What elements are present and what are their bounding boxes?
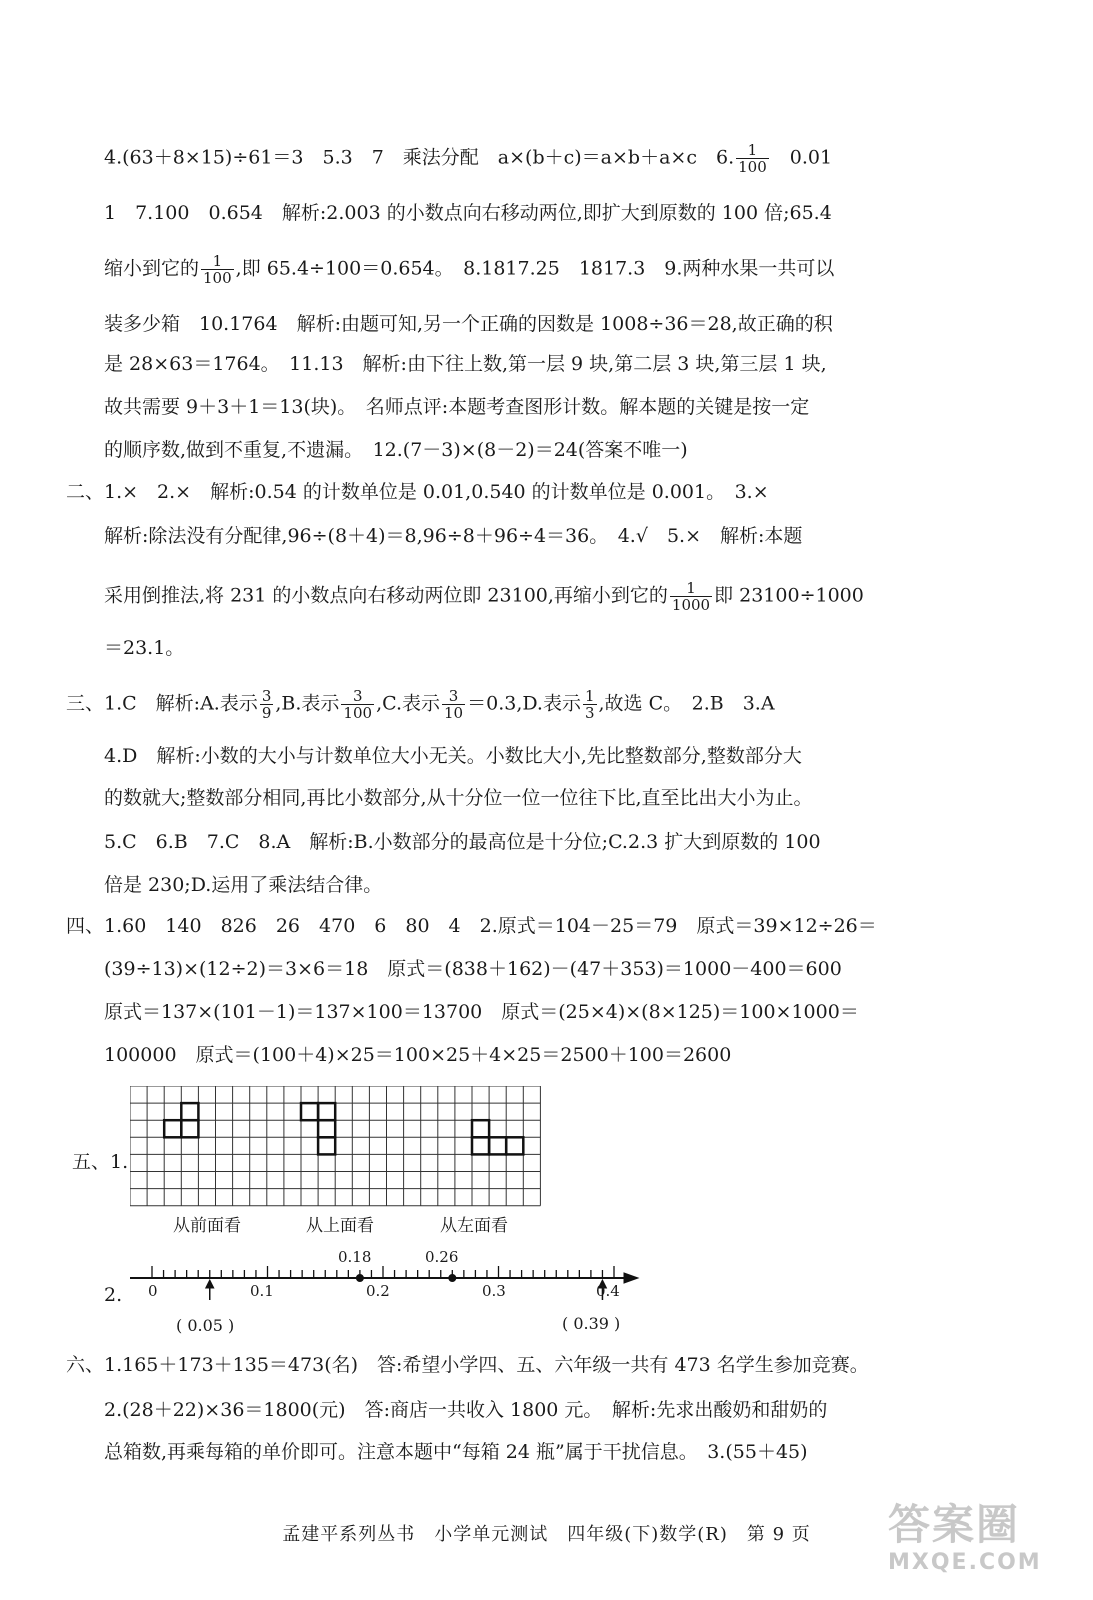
view-cell (181, 1120, 198, 1137)
watermark-url: MXQE.COM (888, 1550, 1042, 1575)
fraction-denominator: 100 (738, 158, 767, 176)
text-line: 六、1.165＋173＋135＝473(名) 答:希望小学四、五、六年级一共有 473 名学生参加竞赛。 (66, 1354, 869, 1376)
view-cell (164, 1120, 181, 1137)
fraction-numerator: 1 (736, 142, 769, 159)
text-line: 二、1.× 2.× 解析:0.54 的计数单位是 0.01,0.540 的计数单位是 0.001。 3.× (66, 481, 769, 503)
text-line: 解析:除法没有分配律,96÷(8＋4)＝8,96÷8＋96÷4＝36。 4.√ 5.× 解析:本题 (104, 525, 803, 547)
number-point (449, 1275, 456, 1282)
fraction-denominator: 1000 (671, 596, 711, 614)
text-line: 1 7.100 0.654 解析:2.003 的小数点向右移动两位,即扩大到原数的 100 倍;65.4 (104, 202, 832, 224)
fraction-numerator: 1 (201, 253, 234, 270)
text-line: 倍是 230;D.运用了乘法结合律。 (104, 874, 383, 896)
caption-front-view: 从前面看 (173, 1216, 241, 1236)
text-line: 100000 原式＝(100＋4)×25＝100×25＋4×25＝2500＋100＝2600 (104, 1044, 732, 1066)
fraction-denominator: 3 (584, 704, 595, 722)
text-line: 总箱数,再乘每箱的单价即可。注意本题中“每箱 24 瓶”属于干扰信息。 3.(55＋45) (104, 1441, 808, 1463)
text-line: 的顺序数,做到不重复,不遗漏。 12.(7－3)×(8－2)＝24(答案不唯一) (104, 439, 688, 461)
text-line: 的数就大;整数部分相同,再比小数部分,从十分位一位一位往下比,直至比出大小为止。 (104, 787, 813, 809)
text-line: ＝23.1。 (104, 637, 185, 659)
tick-label: 0.1 (250, 1282, 274, 1300)
text-line (104, 141, 833, 176)
number-line (130, 1244, 650, 1318)
caption-left-view: 从左面看 (440, 1216, 508, 1236)
line-text: ,即 65.4÷100＝0.654。 8.1817.25 1817.3 9.两种水果一共可以 (235, 257, 835, 280)
page-footer: 孟建平系列丛书 小学单元测试 四年级(下)数学(R) 第 9 页 (282, 1524, 811, 1545)
answer-label: ( 0.05 ) (176, 1316, 235, 1335)
line-text: ,B.表示 (275, 692, 340, 715)
point-label: 0.18 (338, 1248, 372, 1266)
fraction-numerator: 3 (261, 687, 272, 705)
fraction (341, 688, 374, 721)
watermark (888, 1500, 1063, 1590)
view-cell (489, 1137, 506, 1154)
fraction (260, 688, 274, 721)
fraction-numerator: 3 (341, 688, 374, 705)
tick-label: 0.2 (366, 1282, 390, 1300)
watermark-logo: 答案圈 (888, 1500, 1021, 1549)
view-cell (318, 1120, 335, 1137)
view-cell (472, 1120, 489, 1137)
line-text: 缩小到它的 (104, 257, 200, 280)
text-line: 原式＝137×(101－1)＝137×100＝13700 原式＝(25×4)×(8×125)＝100×1000＝ (104, 1001, 859, 1023)
text-line: 四、1.60 140 826 26 470 6 80 4 2.原式＝104－25＝79 原式＝39×12÷26＝ (66, 915, 877, 937)
text-line (104, 252, 835, 287)
line-text: ＝0.3,D.表示 (467, 692, 581, 715)
axis-arrow (624, 1273, 638, 1283)
view-cell (318, 1103, 335, 1120)
number-line-svg (130, 1244, 650, 1314)
line-text: 三、1.C 解析:A.表示 (66, 692, 258, 715)
tick-label: 0.3 (482, 1282, 506, 1300)
text-line: 装多少箱 10.1764 解析:由题可知,另一个正确的因数是 1008÷36＝28,故正确的积 (104, 313, 833, 335)
fraction (583, 688, 597, 721)
view-cell (301, 1103, 318, 1120)
fraction-denominator: 100 (343, 704, 373, 722)
point-label: 0.26 (425, 1248, 459, 1266)
text-line (66, 687, 775, 722)
fraction (736, 142, 769, 175)
fraction-denominator: 9 (261, 704, 272, 722)
section-label: 五、1. (72, 1151, 129, 1173)
fraction-denominator: 100 (203, 269, 232, 287)
fraction-denominator: 10 (444, 704, 464, 722)
line-text: 4.(63＋8×15)÷61＝3 5.3 7 乘法分配 a×(b＋c)＝a×b＋a×c 6. (104, 146, 735, 169)
line-text: 采用倒推法,将 231 的小数点向右移动两位即 23100,再缩小到它的 (104, 584, 668, 607)
view-cell (181, 1103, 198, 1120)
caption-top-view: 从上面看 (306, 1216, 374, 1236)
text-line: 故共需要 9＋3＋1＝13(块)。 名师点评:本题考查图形计数。解本题的关键是按一定 (104, 396, 810, 418)
fraction-numerator: 1 (670, 580, 712, 597)
tick-label: 0.4 (596, 1282, 620, 1300)
view-cell (472, 1137, 489, 1154)
line-text: 0.01 (789, 146, 833, 169)
view-grid (130, 1086, 542, 1214)
fraction (201, 253, 234, 286)
fraction-numerator: 1 (584, 687, 595, 705)
view-cell (506, 1137, 523, 1154)
grid-svg (130, 1086, 542, 1210)
fraction (442, 688, 465, 721)
line-text: ,故选 C。 2.B 3.A (598, 692, 775, 715)
pointer-arrow-head (206, 1280, 214, 1288)
fraction (670, 580, 712, 613)
text-line: (39÷13)×(12÷2)＝3×6＝18 原式＝(838＋162)－(47＋353)＝1000－400＝600 (104, 958, 842, 980)
text-line: 4.D 解析:小数的大小与计数单位大小无关。小数比大小,先比整数部分,整数部分大 (104, 745, 802, 767)
section-label: 2. (104, 1284, 123, 1306)
number-point (356, 1275, 363, 1282)
text-line: 是 28×63＝1764。 11.13 解析:由下往上数,第一层 9 块,第二层 3 块,第三层 1 块, (104, 353, 827, 375)
tick-label: 0 (148, 1282, 158, 1300)
line-text: 即 23100÷1000 (714, 584, 864, 607)
fraction-numerator: 3 (442, 688, 465, 705)
line-text: ,C.表示 (376, 692, 441, 715)
line-text (771, 147, 790, 169)
text-line: 2.(28＋22)×36＝1800(元) 答:商店一共收入 1800 元。 解析:先求出酸奶和甜奶的 (104, 1399, 828, 1421)
answer-label: ( 0.39 ) (562, 1314, 621, 1333)
text-line: 5.C 6.B 7.C 8.A 解析:B.小数部分的最高位是十分位;C.2.3 扩大到原数的 100 (104, 831, 821, 853)
view-cell (318, 1137, 335, 1154)
text-line (104, 579, 864, 614)
